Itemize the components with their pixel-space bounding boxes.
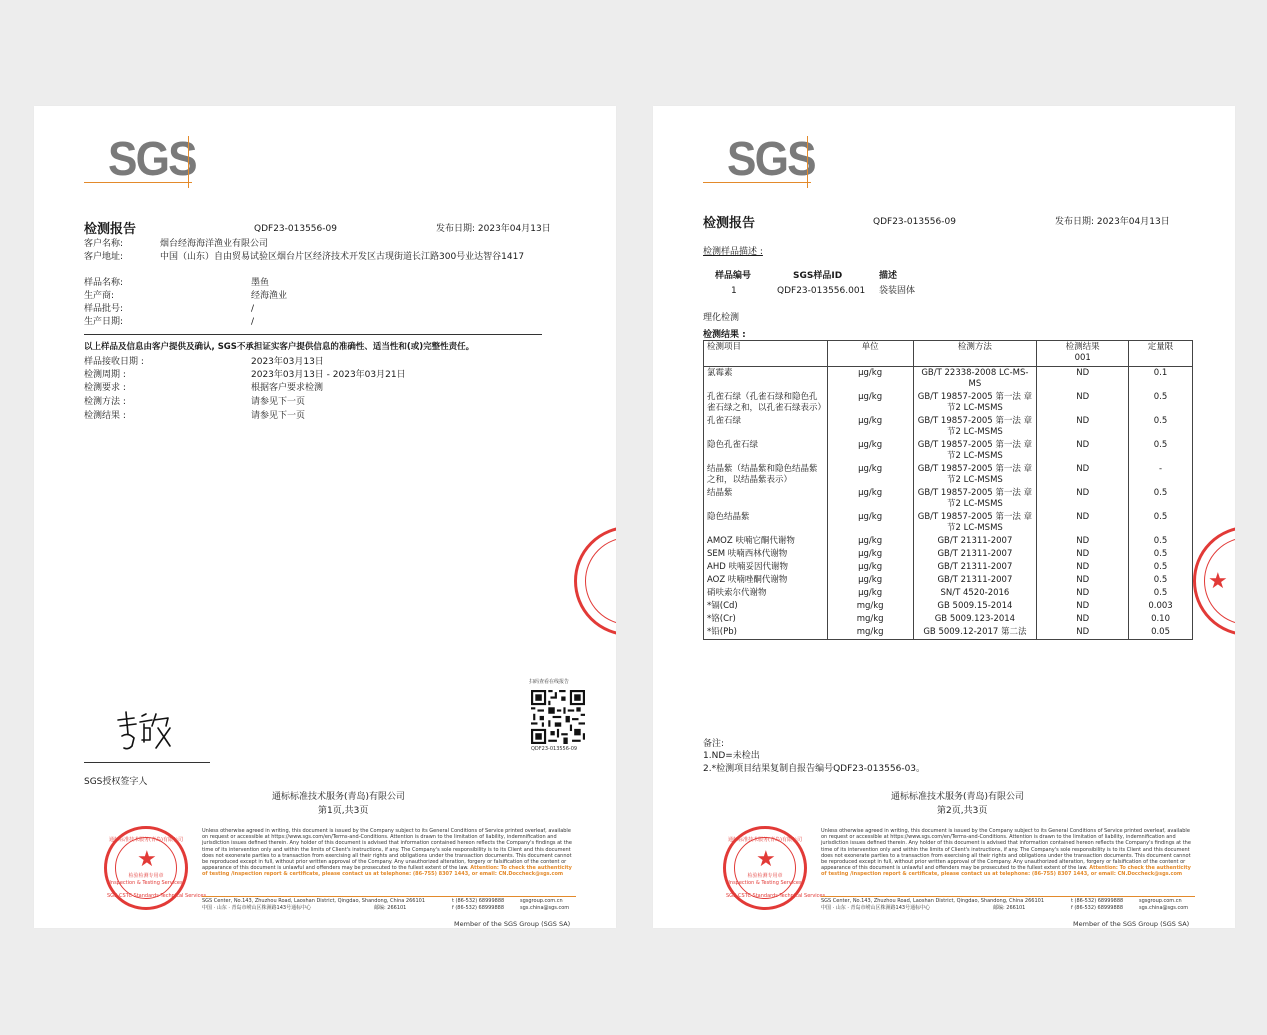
divider <box>84 334 542 335</box>
test-category: 理化检测 <box>703 313 740 323</box>
qr-code-icon <box>529 690 587 744</box>
cell-limit: 0.5 <box>1129 415 1193 439</box>
client-address: 中国（山东）自由贸易试验区烟台片区经济技术开发区古现街道长江路300号业达智谷1417 <box>160 252 525 262</box>
test-value-request: 根据客户要求检测 <box>251 383 324 393</box>
cell-unit: μg/kg <box>827 439 913 463</box>
cell-result: ND <box>1037 561 1129 574</box>
official-stamp-partial <box>574 526 616 636</box>
report-page-2 <box>653 106 1235 928</box>
cell-method: SN/T 4520-2016 <box>913 587 1037 600</box>
sample-header-no: 样品编号 <box>715 271 752 281</box>
cell-method: GB/T 19857-2005 第一法 章节2 LC-MSMS <box>913 439 1037 463</box>
cell-method: GB/T 21311-2007 <box>913 574 1037 587</box>
cell-result: ND <box>1037 463 1129 487</box>
cell-item: 隐色孔雀石绿 <box>704 439 828 463</box>
cell-item: AMOZ 呋喃它酮代谢物 <box>704 535 828 548</box>
cell-unit: μg/kg <box>827 463 913 487</box>
official-stamp <box>104 826 207 910</box>
report-number: QDF23-013556-09 <box>873 217 956 227</box>
sample-value-name: 墨鱼 <box>251 278 270 288</box>
official-stamp-partial <box>1193 526 1235 636</box>
table-row <box>704 561 1193 574</box>
test-label-received: 样品接收日期 : <box>84 357 144 367</box>
qr-report-number: QDF23-013556-09 <box>531 746 578 752</box>
table-row <box>704 439 1193 463</box>
sample-value-maker: 经海渔业 <box>251 291 288 301</box>
legal-disclaimer: Unless otherwise agreed in writing, this document is issued by the Company subject to its General Conditions of Service printed overleaf, available on request or accessible at https://www.sgs.com/en/Terms-and-Conditions. Attention is drawn to the limitation of liability, indemnification and jurisdiction issues defined therein. Any holder of this document is advised that information contained hereon reflects the Company's findings at the time of its intervention only and within the limits of Client's instructions, if any. The Company's sole responsibility is to its Client and this document does not exonerate parties to a transaction from exercising all their rights and obligations under the transaction documents. This document cannot be reproduced except in full, without prior written approval of the Company. Any unauthorized alteration, forgery or falsification of the content or appearance of this document is unlawful and offenders may be prosecuted to the fullest extent of the law. Attention: To check the authenticity of testing /inspection report & certificate, please contact us at telephone: (86-755) 8307 1443, or email: CN.Doccheck@sgs.com <box>821 828 1191 878</box>
email[interactable]: sgs.china@sgs.com <box>1139 905 1189 911</box>
sample-label-name: 样品名称: <box>84 278 124 288</box>
cell-item: AHD 呋喃妥因代谢物 <box>704 561 828 574</box>
cell-result: ND <box>1037 535 1129 548</box>
table-row <box>704 391 1193 415</box>
cell-method: GB/T 19857-2005 第一法 章节2 LC-MSMS <box>913 391 1037 415</box>
table-row <box>704 511 1193 535</box>
col-header-limit: 定量限 <box>1129 341 1193 367</box>
website[interactable]: sgsgroup.com.cn <box>520 898 563 904</box>
col-header-result: 检测结果 001 <box>1037 341 1129 367</box>
report-title: 检测报告 <box>703 216 756 231</box>
phone: t (86-532) 68999888 <box>452 898 505 904</box>
cell-limit: 0.5 <box>1129 487 1193 511</box>
client-address-label: 客户地址: <box>84 252 124 262</box>
page-number: 第2页,共3页 <box>937 806 988 816</box>
cell-result: ND <box>1037 613 1129 626</box>
cell-item: 氯霉素 <box>704 367 828 392</box>
sample-value-date: / <box>251 317 255 327</box>
cell-method: GB 5009.123-2014 <box>913 613 1037 626</box>
cell-method: GB 5009.15-2014 <box>913 600 1037 613</box>
col-header-item: 检测项目 <box>704 341 828 367</box>
cell-item: 孔雀石绿（孔雀石绿和隐色孔雀石绿之和，以孔雀石绿表示） <box>704 391 828 415</box>
cell-method: GB 5009.12-2017 第二法 <box>913 626 1037 640</box>
cell-unit: μg/kg <box>827 391 913 415</box>
signatory-label: SGS授权签字人 <box>84 777 148 787</box>
client-name: 烟台经海海洋渔业有限公司 <box>160 239 269 249</box>
cell-method: GB/T 19857-2005 第一法 章节2 LC-MSMS <box>913 415 1037 439</box>
cell-item: 孔雀石绿 <box>704 415 828 439</box>
cell-limit: 0.10 <box>1129 613 1193 626</box>
phone: t (86-532) 68999888 <box>1071 898 1124 904</box>
cell-unit: μg/kg <box>827 561 913 574</box>
cell-limit: 0.5 <box>1129 587 1193 600</box>
star-icon: ★ <box>756 847 776 872</box>
cell-item: *镉(Cd) <box>704 600 828 613</box>
stamp-seal-en: Inspection & Testing Services <box>728 880 802 886</box>
cell-item: 结晶紫 <box>704 487 828 511</box>
cell-unit: mg/kg <box>827 600 913 613</box>
stamp-company-arc: 通标标准技术服务(青岛)有限公司 <box>109 837 183 843</box>
cell-unit: μg/kg <box>827 574 913 587</box>
cell-result: ND <box>1037 587 1129 600</box>
table-row <box>704 600 1193 613</box>
fax: f (86-532) 68999888 <box>452 905 504 911</box>
cell-result: ND <box>1037 511 1129 535</box>
cell-result: ND <box>1037 439 1129 463</box>
address-en: SGS Center, No.143, Zhuzhou Road, Laoshan District, Qingdao, Shandong, China 266101 <box>202 898 426 904</box>
cell-method: GB/T 21311-2007 <box>913 548 1037 561</box>
stamp-seal-text: 检验检测专用章 <box>128 873 164 879</box>
report-number: QDF23-013556-09 <box>254 224 337 234</box>
cell-result: ND <box>1037 415 1129 439</box>
issue-date: 发布日期: 2023年04月13日 <box>436 224 551 234</box>
company-name: 通标标准技术服务(青岛)有限公司 <box>272 792 406 802</box>
cell-limit: 0.1 <box>1129 367 1193 392</box>
cell-limit: 0.003 <box>1129 600 1193 613</box>
cell-item: *铬(Cr) <box>704 613 828 626</box>
cell-item: 结晶紫（结晶紫和隐色结晶紫之和，以结晶紫表示） <box>704 463 828 487</box>
cell-unit: μg/kg <box>827 535 913 548</box>
page-number: 第1页,共3页 <box>318 806 369 816</box>
address-cn: 中国 · 山东 · 青岛市崂山区株洲路143号通标中心 <box>821 905 931 911</box>
sample-label-batch: 样品批号: <box>84 304 124 314</box>
cell-method: GB/T 19857-2005 第一法 章节2 LC-MSMS <box>913 463 1037 487</box>
cell-result: ND <box>1037 367 1129 392</box>
cell-unit: μg/kg <box>827 511 913 535</box>
sample-row-desc: 袋装固体 <box>879 286 916 296</box>
issue-date: 发布日期: 2023年04月13日 <box>1055 217 1170 227</box>
client-statement: 以上样品及信息由客户提供及确认, SGS不承担证实客户提供信息的准确性、适当性和(或)完整性责任。 <box>84 342 475 352</box>
sample-value-batch: / <box>251 304 255 314</box>
table-header-row <box>704 341 1193 367</box>
cell-limit: 0.5 <box>1129 561 1193 574</box>
cell-unit: μg/kg <box>827 415 913 439</box>
cell-limit: 0.5 <box>1129 391 1193 415</box>
sgs-logo <box>84 133 196 186</box>
cell-limit: 0.5 <box>1129 548 1193 561</box>
postcode: 邮编: 266101 <box>374 905 407 911</box>
col-header-unit: 单位 <box>827 341 913 367</box>
table-row <box>704 574 1193 587</box>
sample-desc-label: 检测样品描述 : <box>703 247 763 257</box>
signature-line <box>84 762 210 763</box>
cell-item: SEM 呋喃西林代谢物 <box>704 548 828 561</box>
stamp-seal-en: Inspection & Testing Services <box>109 880 183 886</box>
cell-item: *铅(Pb) <box>704 626 828 640</box>
cell-unit: μg/kg <box>827 367 913 392</box>
cell-result: ND <box>1037 600 1129 613</box>
sample-row-no: 1 <box>731 286 737 296</box>
sample-row-id: QDF23-013556.001 <box>777 286 866 296</box>
cell-limit: 0.5 <box>1129 574 1193 587</box>
cell-item: AOZ 呋喃唑酮代谢物 <box>704 574 828 587</box>
test-value-method: 请参见下一页 <box>251 397 306 407</box>
cell-result: ND <box>1037 574 1129 587</box>
test-label-result: 检测结果 : <box>84 411 126 421</box>
cell-unit: μg/kg <box>827 587 913 600</box>
stamp-tech-arc: SGS-CSTC Standards Technical Services <box>726 893 826 899</box>
col-header-method: 检测方法 <box>913 341 1037 367</box>
table-row <box>704 487 1193 511</box>
stamp-seal-text: 检验检测专用章 <box>747 873 783 879</box>
sgs-logo-text: SGS <box>108 133 196 186</box>
member-line: Member of the SGS Group (SGS SA) <box>1073 920 1190 928</box>
table-row <box>704 415 1193 439</box>
test-label-method: 检测方法 : <box>84 397 126 407</box>
cell-item: 隐色结晶紫 <box>704 511 828 535</box>
cell-method: GB/T 21311-2007 <box>913 561 1037 574</box>
note-1: 1.ND=未检出 <box>703 751 760 761</box>
address-en: SGS Center, No.143, Zhuzhou Road, Laoshan District, Qingdao, Shandong, China 266101 <box>821 898 1045 904</box>
table-row <box>704 587 1193 600</box>
client-name-label: 客户名称: <box>84 239 124 249</box>
stamp-tech-arc: SGS-CSTC Standards Technical Services <box>107 893 207 899</box>
sample-header-id: SGS样品ID <box>793 271 843 281</box>
cell-result: ND <box>1037 548 1129 561</box>
cell-limit: 0.5 <box>1129 535 1193 548</box>
cell-limit: 0.05 <box>1129 626 1193 640</box>
table-row <box>704 548 1193 561</box>
table-row <box>704 535 1193 548</box>
test-value-received: 2023年03月13日 <box>251 357 324 367</box>
member-line: Member of the SGS Group (SGS SA) <box>454 920 571 928</box>
postcode: 邮编: 266101 <box>993 905 1026 911</box>
test-label-request: 检测要求 : <box>84 383 126 393</box>
report-page-1 <box>34 106 616 928</box>
sample-label-maker: 生产商: <box>84 291 115 301</box>
stamp-company-arc: 通标标准技术服务(青岛)有限公司 <box>728 837 802 843</box>
star-icon: ★ <box>137 847 157 872</box>
sample-header-desc: 描述 <box>879 271 898 281</box>
test-value-period: 2023年03月13日 - 2023年03月21日 <box>251 370 406 380</box>
cell-unit: μg/kg <box>827 548 913 561</box>
cell-unit: mg/kg <box>827 613 913 626</box>
sgs-logo <box>703 133 815 186</box>
notes-label: 备注: <box>703 739 725 749</box>
cell-method: GB/T 19857-2005 第一法 章节2 LC-MSMS <box>913 511 1037 535</box>
cell-item: 硝呋索尔代谢物 <box>704 587 828 600</box>
legal-disclaimer: Unless otherwise agreed in writing, this document is issued by the Company subject to its General Conditions of Service printed overleaf, available on request or accessible at https://www.sgs.com/en/Terms-and-Conditions. Attention is drawn to the limitation of liability, indemnification and jurisdiction issues defined therein. Any holder of this document is advised that information contained hereon reflects the Company's findings at the time of its intervention only and within the limits of Client's instructions, if any. The Company's sole responsibility is to its Client and this document does not exonerate parties to a transaction from exercising all their rights and obligations under the transaction documents. This document cannot be reproduced except in full, without prior written approval of the Company. Any unauthorized alteration, forgery or falsification of the content or appearance of this document is unlawful and offenders may be prosecuted to the fullest extent of the law. Attention: To check the authenticity of testing /inspection report & certificate, please contact us at telephone: (86-755) 8307 1443, or email: CN.Doccheck@sgs.com <box>202 828 572 878</box>
cell-result: ND <box>1037 487 1129 511</box>
test-value-result: 请参见下一页 <box>251 411 306 421</box>
table-row <box>704 613 1193 626</box>
results-table <box>703 340 1193 640</box>
cell-result: ND <box>1037 391 1129 415</box>
table-row <box>704 626 1193 640</box>
table-row <box>704 367 1193 392</box>
sgs-logo-text: SGS <box>727 133 815 186</box>
star-icon: ★ <box>1208 569 1228 594</box>
results-label: 检测结果 : <box>703 330 746 340</box>
cell-unit: μg/kg <box>827 487 913 511</box>
fax: f (86-532) 68999888 <box>1071 905 1123 911</box>
sample-label-date: 生产日期: <box>84 317 124 327</box>
signature-image <box>112 706 192 756</box>
cell-result: ND <box>1037 626 1129 640</box>
company-name: 通标标准技术服务(青岛)有限公司 <box>891 792 1025 802</box>
table-row <box>704 463 1193 487</box>
cell-method: GB/T 19857-2005 第一法 章节2 LC-MSMS <box>913 487 1037 511</box>
cell-unit: mg/kg <box>827 626 913 640</box>
cell-method: GB/T 21311-2007 <box>913 535 1037 548</box>
official-stamp <box>723 826 826 910</box>
cell-limit: 0.5 <box>1129 439 1193 463</box>
cell-limit: 0.5 <box>1129 511 1193 535</box>
note-2: 2.*检测项目结果复制自报告编号QDF23-013556-03。 <box>703 764 926 774</box>
test-label-period: 检测周期 : <box>84 370 126 380</box>
report-title: 检测报告 <box>84 222 137 237</box>
cell-method: GB/T 22338-2008 LC-MS-MS <box>913 367 1037 392</box>
cell-limit: - <box>1129 463 1193 487</box>
address-cn: 中国 · 山东 · 青岛市崂山区株洲路143号通标中心 <box>202 905 312 911</box>
website[interactable]: sgsgroup.com.cn <box>1139 898 1182 904</box>
qr-caption: 扫码查看在线报告 <box>529 679 570 685</box>
email[interactable]: sgs.china@sgs.com <box>520 905 570 911</box>
